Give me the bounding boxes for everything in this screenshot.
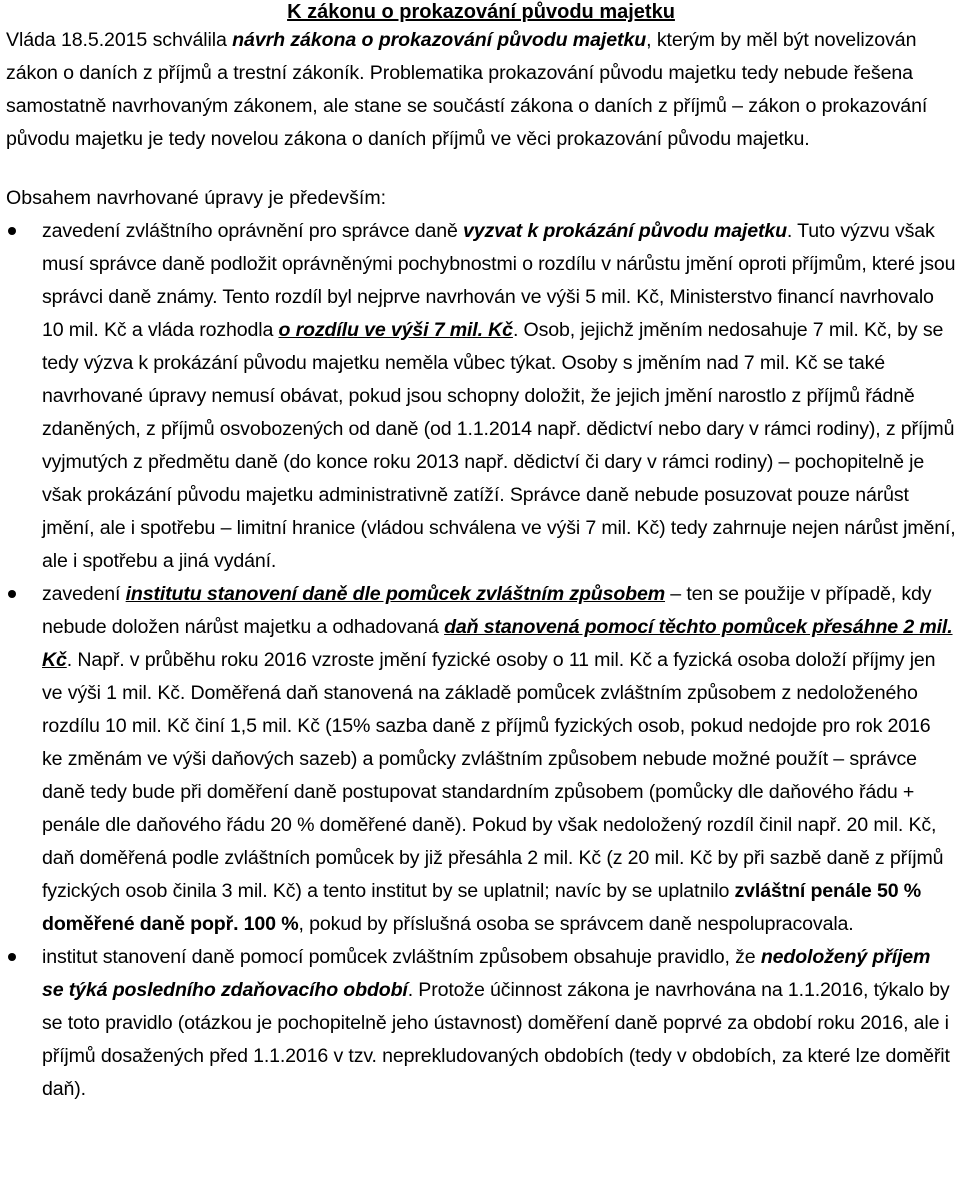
emphasis-segment: vyzvat k prokázání původu majetku (463, 220, 787, 242)
emphasis-segment: nedoložený příjem se týká posledního zdaňovacího období (42, 946, 931, 1001)
emphasis-segment: daň stanovená pomocí těchto pomůcek přesáhne 2 mil. Kč (42, 616, 953, 671)
text-segment: – ten se použije v případě, kdy nebude doložen nárůst majetku a odhadovaná (42, 583, 932, 638)
bullet-item (6, 941, 956, 1106)
emphasis-segment: návrh zákona o prokazování původu majetku (232, 29, 647, 51)
text-segment: . Tuto výzvu však musí správce daně podložit oprávněnými pochybnostmi o rozdílu v nárůstu jmění oproti příjmům, které jsou správci daně známy. Tento rozdíl byl nejprve navrhován ve výši 5 mil. Kč, Ministerstvo financí navrhovalo 10 mil. Kč a vláda rozhodla (42, 220, 956, 341)
text-segment: institut stanovení daně pomocí pomůcek zvláštním způsobem obsahuje pravidlo, že (42, 946, 761, 968)
text-segment: . Např. v průběhu roku 2016 vzroste jmění fyzické osoby o 11 mil. Kč a fyzická osoba doloží příjmy jen ve výši 1 mil. Kč. Doměřená daň stanovená na základě pomůcek zvláštním způsobem z nedoloženého rozdílu 10 mil. Kč činí 1,5 mil. Kč (15% sazba daně z příjmů fyzických osob, pokud nedojde pro rok 2016 ke změnám ve výši daňových sazeb) a pomůcky zvláštním způsobem nebude možné použít – správce daně tedy bude při doměření daně postupovat standardním způsobem (pomůcky dle daňového řádu + penále dle daňového řádu 20 % doměřené daně). Pokud by však nedoložený rozdíl činil např. 20 mil. Kč, daň doměřená podle zvláštních pomůcek by již přesáhla 2 mil. Kč (z 20 mil. Kč by při sazbě daně z příjmů fyzických osob činila 3 mil. Kč) a tento institut by se uplatnil; navíc by se uplatnilo (42, 649, 944, 902)
text-segment: zavedení (42, 583, 126, 605)
bullet-list (6, 215, 956, 1106)
text-segment: , pokud by příslušná osoba se správcem daně nespolupracovala. (298, 913, 854, 935)
bullet-item (6, 215, 956, 578)
emphasis-segment: zvláštní penále 50 % doměřené daně popř. 100 % (42, 880, 922, 935)
emphasis-segment: institutu stanovení daně dle pomůcek zvláštním způsobem (125, 583, 666, 605)
document-page (6, 0, 956, 1106)
bullet-dot-icon (8, 590, 16, 598)
page-title: K zákonu o prokazování původu majetku (287, 1, 675, 23)
lead-paragraph: Obsahem navrhované úpravy je především: (6, 187, 387, 209)
text-segment: Vláda 18.5.2015 schválila (6, 29, 233, 51)
bullet-dot-icon (8, 953, 16, 961)
bullet-dot-icon (8, 227, 16, 235)
text-segment: . Protože účinnost zákona je navrhována na 1.1.2016, týkalo by se toto pravidlo (otázkou je pochopitelně jeho ústavnost) doměření daně poprvé za období roku 2016, ale i příjmů dosažených před 1.1.2016 v tzv. neprekludovaných obdobích (tedy v obdobích, za které lze doměřit daň). (42, 979, 950, 1100)
text-segment: . Osob, jejichž jměním nedosahuje 7 mil. Kč, by se tedy výzva k prokázání původu majetku neměla vůbec týkat. Osoby s jměním nad 7 mil. Kč se také navrhované úpravy nemusí obávat, pokud jsou schopny doložit, že jejich jmění narostlo z příjmů řádně zdaněných, z příjmů osvobozených od daně (od 1.1.2014 např. dědictví nebo dary v rámci rodiny), z příjmů vyjmutých z předmětu daně (do konce roku 2013 např. dědictví či dary v rámci rodiny) – pochopitelně je však prokázání původu majetku administrativně zatíží. Správce daně nebude posuzovat pouze nárůst jmění, ale i spotřebu – limitní hranice (vládou schválena ve výši 7 mil. Kč) tedy zahrnuje nejen nárůst jmění, ale i spotřebu a jiná vydání. (42, 319, 956, 572)
intro-paragraph (6, 24, 956, 156)
text-segment: , kterým by měl být novelizován zákon o daních z příjmů a trestní zákoník. Problematika prokazování původu majetku tedy nebude řešena samostatně navrhovaným zákonem, ale stane se součástí zákona o daních z příjmů – zákon o prokazování původu majetku je tedy novelou zákona o daních příjmů ve věci prokazování původu majetku. (6, 29, 928, 150)
bullet-item (6, 578, 956, 941)
text-segment: zavedení zvláštního oprávnění pro správce daně (42, 220, 464, 242)
emphasis-segment: o rozdílu ve výši 7 mil. Kč (278, 319, 513, 341)
